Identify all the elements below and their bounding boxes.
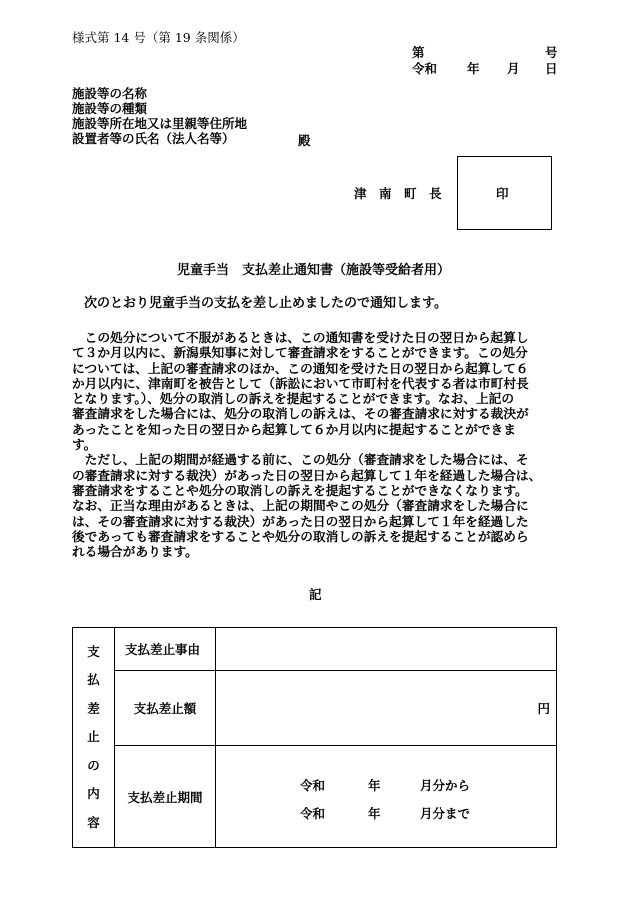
period-from-year: 年 <box>368 778 381 793</box>
side-header: 支 払 差 止 の 内 容 <box>73 628 115 848</box>
document-title: 児童手当 支払差止通知書（施設等受給者用） <box>177 263 451 278</box>
doc-no-suffix: 号 <box>545 45 558 60</box>
ki-mark: 記 <box>309 587 322 602</box>
issuer-name: 津 南 町 長 <box>354 186 442 201</box>
notice-line: て３か月以内に、新潟県知事に対して審査請求をすることができます。この処分 <box>72 345 528 361</box>
seal-label: 印 <box>496 186 509 201</box>
notice-line: については、上記の審査請求のほか、この通知を受けた日の翌日から起算して６ <box>72 360 529 376</box>
suspension-details-table <box>72 627 557 848</box>
notice-line: の審査請求に対する裁決）があった日の翌日から起算して１年を経過した場合は、 <box>72 467 542 483</box>
notice-line: 審査請求をすることや処分の取消しの訴えを提起することができなくなります。 <box>72 482 528 498</box>
period-value[interactable] <box>216 746 557 848</box>
notice-line: あったことを知った日の翌日から起算して６か月以内に提起することができま <box>72 421 516 437</box>
notice-line: は、その審査請求に対する裁決）があった日の翌日から起算して１年を経過した <box>72 513 529 529</box>
honorific: 殿 <box>298 133 311 148</box>
reason-label: 支払差止事由 <box>115 628 216 671</box>
notice-line: 審査請求をした場合には、処分の取消しの訴えは、その審査請求に対する裁決が <box>72 406 529 422</box>
period-label: 支払差止期間 <box>115 746 216 848</box>
form-number: 様式第 14 号（第 19 条関係） <box>72 30 245 45</box>
yen-unit: 円 <box>537 701 550 716</box>
notice-line: なお、正当な理由があるときは、上記の期間やこの処分（審査請求をした場合に <box>72 498 529 514</box>
recipient-owner-label: 設置者等の氏名（法人名等） <box>72 131 235 146</box>
reason-value[interactable] <box>216 628 557 671</box>
notice-line: ただし、上記の期間が経過する前に、この処分（審査請求をした場合には、そ <box>72 452 529 468</box>
period-to-year: 年 <box>368 806 381 821</box>
period-from-month: 月分から <box>420 778 471 793</box>
date-month: 月 <box>507 61 520 76</box>
doc-no-prefix: 第 <box>412 45 425 60</box>
intro-text: 次のとおり児童手当の支払を差し止めましたので通知します。 <box>84 296 447 311</box>
recipient-block <box>72 86 247 146</box>
recipient-address-label: 施設等所在地又は里親等住所地 <box>72 116 248 131</box>
period-to-era: 令和 <box>300 806 326 821</box>
notice-line: この処分について不服があるときは、この通知書を受けた日の翌日から起算し <box>72 330 529 345</box>
notice-line: か月以内に、津南町を被告として（訴訟において市町村を代表する者は市町村長 <box>72 375 529 391</box>
notice-line: 後であっても審査請求をすることや処分の取消しの訴えを提起することが認めら <box>72 528 529 544</box>
amount-label: 支払差止額 <box>115 671 216 746</box>
date-year: 年 <box>467 61 480 76</box>
recipient-name-label: 施設等の名称 <box>72 86 148 101</box>
notice-line: れる場合があります。 <box>72 544 198 560</box>
period-from-era: 令和 <box>300 778 326 793</box>
recipient-type-label: 施設等の種類 <box>72 101 148 116</box>
date-era: 令和 <box>412 61 438 76</box>
period-to-month: 月分まで <box>420 806 471 821</box>
notice-line: す。 <box>72 437 97 453</box>
date-day: 日 <box>545 61 558 76</box>
notice-line: となります。）、処分の取消しの訴えを提起することができます。なお、上記の <box>72 391 515 407</box>
amount-value[interactable] <box>216 671 557 746</box>
appeal-notice <box>72 330 564 559</box>
